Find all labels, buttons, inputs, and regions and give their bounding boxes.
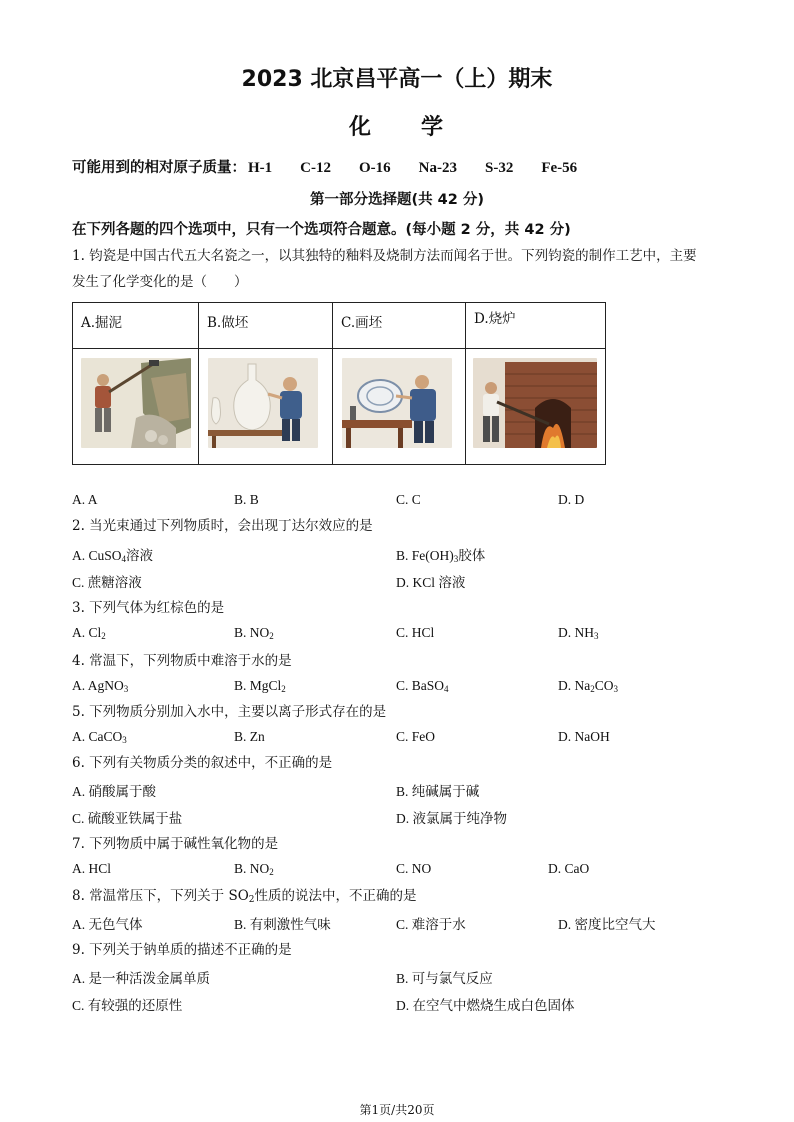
subject-title: [0, 110, 794, 141]
q3-option-b[interactable]: B. $NO_2$: [234, 625, 274, 641]
q6-option-a[interactable]: A. 硝酸属于酸: [72, 784, 156, 799]
table-header-a: A.掘泥: [73, 303, 199, 349]
digging-clay-image: [81, 358, 191, 448]
q4-option-c[interactable]: C. BaSO$_4$: [396, 678, 449, 694]
page-number: 第1页/共20页: [359, 1103, 435, 1117]
q5-option-b[interactable]: B. Zn: [234, 729, 265, 744]
q3-option-c[interactable]: C. HCl: [396, 625, 435, 640]
q7-option-d[interactable]: D. CaO: [548, 861, 590, 876]
q6-option-b[interactable]: B. 纯碱属于碱: [396, 784, 480, 799]
exam-title: 2023 北京昌平高一（上）期末: [241, 67, 553, 92]
q4-option-d[interactable]: D. $Na_2CO_3$: [558, 678, 619, 694]
instructions: 在下列各题的四个选项中，只有一个选项符合题意。(每小题 2 分，共 42 分): [72, 222, 571, 238]
shaping-vase-image: [208, 358, 318, 448]
q9-stem: 9. 下列关于钠单质的描述不正确的是: [72, 942, 292, 958]
mass-c: C-12: [300, 160, 331, 176]
q6-option-d[interactable]: D. 液氯属于纯净物: [396, 811, 507, 826]
q8-option-d[interactable]: D. 密度比空气大: [558, 917, 656, 932]
q1-stem-line1: 1. 钧瓷是中国古代五大名瓷之一，以其独特的釉料及烧制方法而闻名于世。下列钧瓷的制作工艺中，主要: [72, 248, 697, 264]
subject-char-1: 化: [348, 115, 373, 140]
image-cell-c: [333, 349, 466, 465]
q1-option-d[interactable]: D. D: [558, 492, 585, 507]
q2-option-c[interactable]: C. 蔗糖溶液: [72, 575, 142, 590]
mass-s: S-32: [485, 160, 514, 176]
q4-option-a[interactable]: A. AgNO$_3$: [72, 678, 129, 694]
section-title: 第一部分选择题(共 42 分): [309, 192, 485, 208]
table-header-d: D.烧炉: [466, 303, 606, 349]
subject-char-2: 学: [421, 115, 446, 140]
q5-stem: 5. 下列物质分别加入水中，主要以离子形式存在的是: [72, 704, 387, 720]
atomic-masses-label: 可能用到的相对原子质量：: [72, 160, 246, 176]
q7-option-b[interactable]: B. $NO_2$: [234, 861, 274, 877]
q1-stem-line2: 发生了化学变化的是（ ）: [72, 274, 248, 290]
q2-stem: 2. 当光束通过下列物质时，会出现丁达尔效应的是: [72, 518, 373, 534]
q7-stem: 7. 下列物质中属于碱性氧化物的是: [72, 836, 279, 852]
atomic-masses: [72, 156, 577, 177]
mass-na: Na-23: [418, 160, 457, 176]
q9-option-a[interactable]: A. 是一种活泼金属单质: [72, 971, 210, 986]
q6-stem: 6. 下列有关物质分类的叙述中，不正确的是: [72, 755, 333, 771]
image-cell-a: [73, 349, 199, 465]
q4-option-b[interactable]: B. MgCl$_2$: [234, 678, 286, 694]
q8-option-b[interactable]: B. 有刺激性气味: [234, 917, 331, 932]
q5-option-a[interactable]: A. CaCO$_3$: [72, 729, 127, 745]
q9-option-b[interactable]: B. 可与氯气反应: [396, 971, 493, 986]
painting-plate-image: [342, 358, 452, 448]
q2-option-d[interactable]: D. KCl 溶液: [396, 575, 466, 590]
q1-option-c[interactable]: C. C: [396, 492, 421, 507]
q4-stem: 4. 常温下，下列物质中难溶于水的是: [72, 653, 292, 669]
q2-option-b[interactable]: B. $Fe(OH)_3$胶体: [396, 548, 486, 564]
q5-option-d[interactable]: D. NaOH: [558, 729, 610, 744]
table-header-c: C.画坯: [333, 303, 466, 349]
q1-process-table: [72, 302, 606, 465]
q3-stem: 3. 下列气体为红棕色的是: [72, 600, 225, 616]
table-header-b: B.做坯: [199, 303, 333, 349]
q3-option-d[interactable]: D. $NH_3$: [558, 625, 599, 641]
q8-stem: 8. 常温常压下，下列关于 $SO_2$性质的说法中，不正确的是: [72, 888, 417, 905]
q7-option-c[interactable]: C. NO: [396, 861, 432, 876]
q3-option-a[interactable]: A. $Cl_2$: [72, 625, 106, 641]
q6-option-c[interactable]: C. 硫酸亚铁属于盐: [72, 811, 183, 826]
mass-o: O-16: [359, 160, 391, 176]
mass-h: H-1: [248, 160, 273, 176]
kiln-firing-image: [473, 358, 597, 448]
q1-option-b[interactable]: B. B: [234, 492, 259, 507]
q2-option-a[interactable]: A. CuSO$_4$溶液: [72, 548, 154, 564]
q9-option-d[interactable]: D. 在空气中燃烧生成白色固体: [396, 998, 575, 1013]
mass-fe: Fe-56: [541, 160, 578, 176]
q5-option-c[interactable]: C. FeO: [396, 729, 436, 744]
q7-option-a[interactable]: A. HCl: [72, 861, 112, 876]
image-cell-d: [466, 349, 606, 465]
q8-option-c[interactable]: C. 难溶于水: [396, 917, 466, 932]
q1-option-a[interactable]: A. A: [72, 492, 98, 507]
q8-option-a[interactable]: A. 无色气体: [72, 917, 143, 932]
q9-option-c[interactable]: C. 有较强的还原性: [72, 998, 183, 1013]
image-cell-b: [199, 349, 333, 465]
